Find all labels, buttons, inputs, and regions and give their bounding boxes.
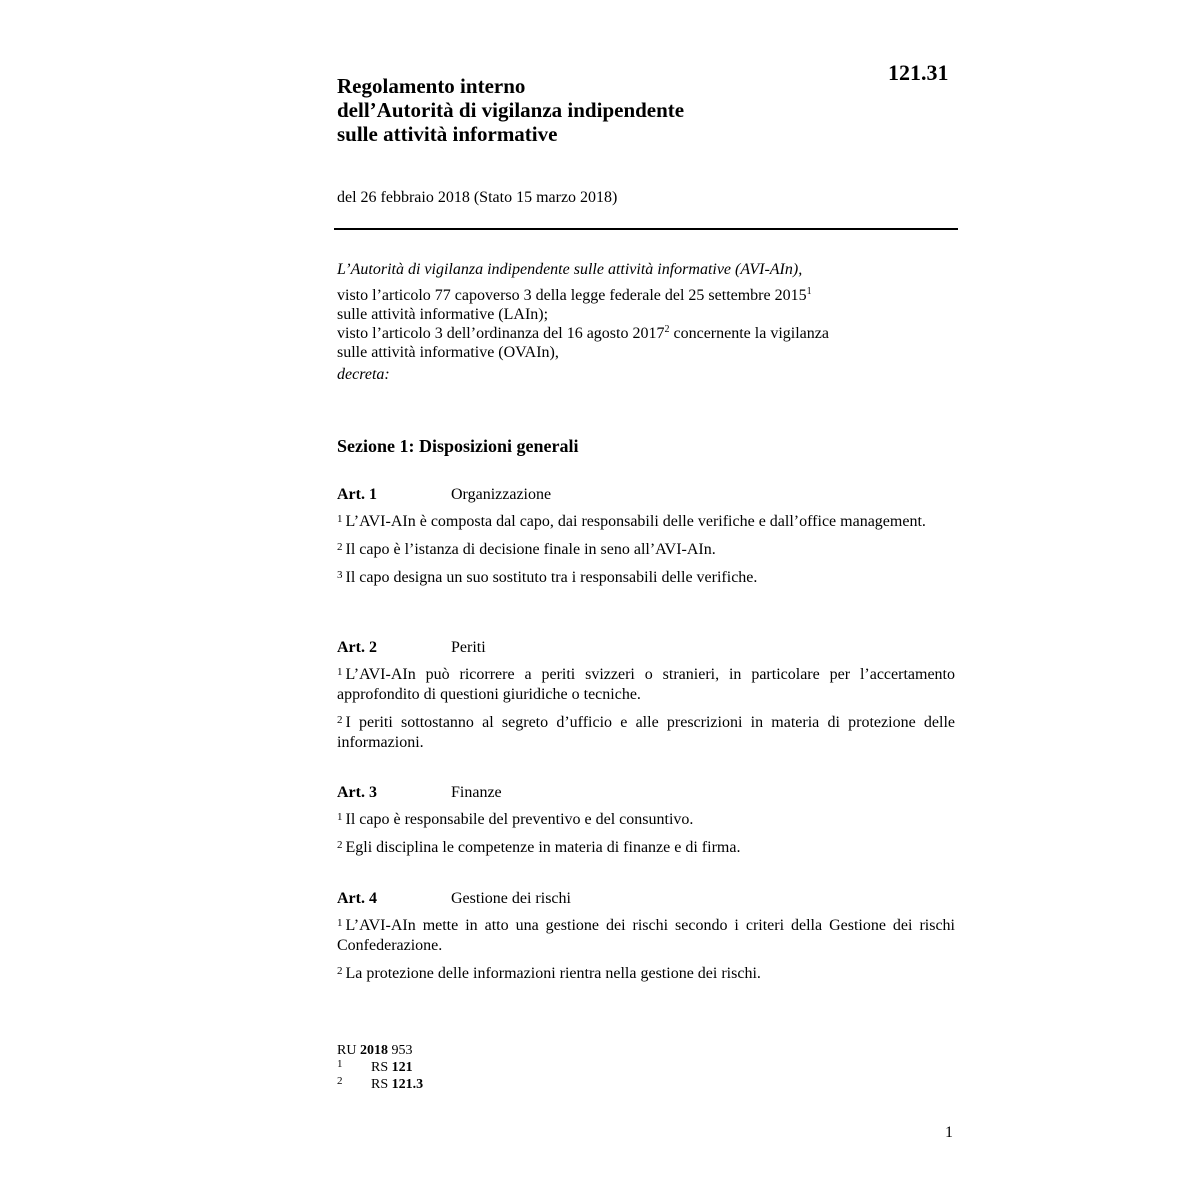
paragraph <box>337 810 955 830</box>
footnote-1 <box>337 1059 412 1076</box>
ru-prefix: RU <box>337 1043 360 1058</box>
document-number: 121.31 <box>888 60 949 85</box>
footnote-ref: 121.3 <box>391 1077 424 1092</box>
preamble-visto-2 <box>337 324 957 343</box>
title-line: dell’Autorità di vigilanza indipendente <box>337 98 685 122</box>
footnote-ref: 121 <box>391 1060 413 1075</box>
page-number: 1 <box>945 1124 953 1141</box>
footnote-ref-1[interactable]: 1 <box>806 286 812 297</box>
article-title: Periti <box>451 639 486 656</box>
paragraph-text: Il capo designa un suo sostituto tra i responsabili delle verifiche. <box>345 569 758 586</box>
paragraph <box>337 540 955 560</box>
article-header <box>337 783 955 803</box>
visto-2-text-cont: concernente la vigilanza <box>669 325 829 342</box>
paragraph-number: 1 <box>337 513 343 525</box>
ru-year: 2018 <box>359 1043 388 1058</box>
paragraph-number: 2 <box>337 714 343 726</box>
paragraph <box>337 568 955 588</box>
paragraph-text: Il capo è l’istanza di decisione finale in seno all’AVI-AIn. <box>345 541 716 558</box>
paragraph-text: Egli disciplina le competenze in materia di finanze e di firma. <box>345 839 741 856</box>
paragraph-text: La protezione delle informazioni rientra nella gestione dei rischi. <box>345 965 761 982</box>
article-2 <box>337 638 955 761</box>
article-1 <box>337 485 955 596</box>
visto-2-text: visto l’articolo 3 dell’ordinanza del 16 agosto 2017 <box>337 325 665 342</box>
paragraph <box>337 512 955 532</box>
footnote-number: 1 <box>337 1058 343 1070</box>
footnote-text <box>371 1076 423 1093</box>
preamble-visto-1 <box>337 286 957 305</box>
article-3 <box>337 783 955 866</box>
article-header <box>337 638 955 658</box>
visto-1-text: visto l’articolo 77 capoverso 3 della legge federale del 25 settembre 2015 <box>337 287 807 304</box>
article-4 <box>337 889 955 992</box>
preamble-authority: L’Autorità di vigilanza indipendente sulle attività informative (AVI-AIn), <box>337 261 803 278</box>
paragraph-number: 1 <box>337 666 343 678</box>
paragraph-number: 2 <box>337 839 343 851</box>
article-title: Finanze <box>451 784 502 801</box>
footnotes <box>337 1042 424 1093</box>
paragraph-text: L’AVI-AIn può ricorrere a periti svizzeri o stranieri, in particolare per l’accertamento approfondito di questioni giuridiche o tecniche. <box>337 666 955 703</box>
paragraph <box>337 713 955 753</box>
footnote-number: 2 <box>337 1075 343 1087</box>
date-status-line: del 26 febbraio 2018 (Stato 15 marzo 2018) <box>337 189 618 206</box>
article-title: Gestione dei rischi <box>451 890 571 907</box>
paragraph <box>337 916 955 956</box>
section-heading: Sezione 1: Disposizioni generali <box>337 436 579 456</box>
article-number: Art. 4 <box>337 890 377 907</box>
paragraph <box>337 964 955 984</box>
ru-page: 953 <box>387 1043 413 1058</box>
article-number: Art. 3 <box>337 784 377 801</box>
title-divider <box>334 228 958 230</box>
paragraph-text: L’AVI-AIn è composta dal capo, dai responsabili delle verifiche e dall’office management. <box>345 513 926 530</box>
title-line: Regolamento interno <box>337 74 526 98</box>
paragraph-text: Il capo è responsabile del preventivo e del consuntivo. <box>345 811 694 828</box>
paragraph-text: I periti sottostanno al segreto d’ufficio e alle prescrizioni in materia di protezione delle informazioni. <box>337 714 955 751</box>
preamble-decreta: decreta: <box>337 366 390 383</box>
preamble-visto-1-cont: sulle attività informative (LAIn); <box>337 306 549 323</box>
document-title <box>337 74 684 146</box>
paragraph-number: 1 <box>337 811 343 823</box>
article-header <box>337 485 955 505</box>
footnote-prefix: RS <box>371 1060 392 1075</box>
paragraph-number: 1 <box>337 917 343 929</box>
footnote-prefix: RS <box>371 1077 392 1092</box>
article-number: Art. 1 <box>337 486 377 503</box>
paragraph-text: L’AVI-AIn mette in atto una gestione dei rischi secondo i criteri della Gestione dei rischi Confederazione. <box>337 917 955 954</box>
preamble-visto-2-cont: sulle attività informative (OVAIn), <box>337 344 559 361</box>
article-number: Art. 2 <box>337 639 377 656</box>
footnote-text <box>371 1059 413 1076</box>
footnote-ref-2[interactable]: 2 <box>664 324 670 335</box>
paragraph-number: 2 <box>337 541 343 553</box>
footnote-2 <box>337 1075 424 1093</box>
paragraph <box>337 665 955 705</box>
paragraph <box>337 838 955 858</box>
title-line: sulle attività informative <box>337 122 558 146</box>
preamble <box>337 260 957 384</box>
paragraph-number: 3 <box>337 569 343 581</box>
article-header <box>337 889 955 909</box>
article-title: Organizzazione <box>451 486 552 503</box>
paragraph-number: 2 <box>337 965 343 977</box>
ru-reference <box>337 1042 412 1059</box>
